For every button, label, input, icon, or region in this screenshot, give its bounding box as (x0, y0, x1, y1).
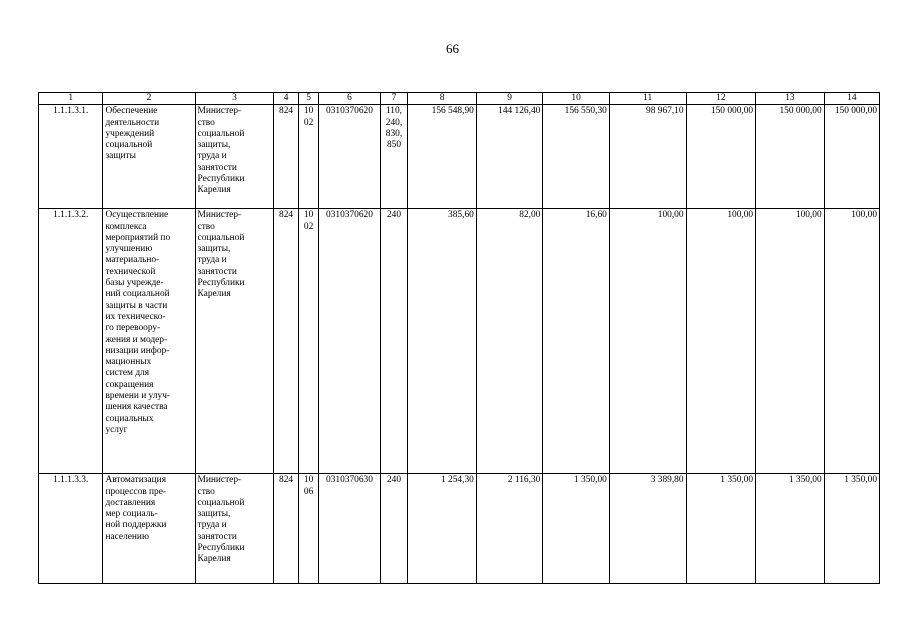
event-name-cell-line: Обеспечение (105, 106, 158, 117)
organization-cell (195, 105, 274, 209)
amount-cell: 150 000,00 (686, 105, 756, 209)
expense-type-cell (380, 474, 408, 584)
organization-cell-line: защиты, (197, 509, 231, 520)
table-row (39, 105, 880, 209)
target-code-cell: 0310370620 (319, 209, 380, 474)
amount-cell: 144 126,40 (476, 105, 543, 209)
row-id-cell: 1.1.1.3.1. (39, 105, 103, 209)
section-code-cell (298, 105, 318, 209)
event-name-cell-line: ной поддержки (105, 520, 167, 531)
event-name-cell-line: учреждений (105, 128, 155, 139)
amount-cell: 385,60 (408, 209, 477, 474)
event-name-cell-line: времени и улуч- (105, 391, 171, 402)
code-cell: 824 (274, 105, 299, 209)
event-name-cell-line: мероприятий по (105, 232, 171, 243)
expense-type-cell-line: 240, (385, 117, 403, 128)
expense-type-cell-line: 110, (385, 106, 402, 117)
event-name-cell-line: технической (105, 266, 156, 277)
column-header: 8 (408, 93, 477, 105)
organization-cell-line: социальной (197, 497, 245, 508)
organization-cell-line: защиты, (197, 244, 231, 255)
column-header: 4 (274, 93, 299, 105)
section-code-cell (298, 209, 318, 474)
event-name-cell (103, 474, 195, 584)
expense-type-cell (380, 209, 408, 474)
event-name-cell-line: деятельности (105, 117, 160, 128)
event-name-cell-line: Осуществление (105, 210, 169, 221)
column-header: 11 (609, 93, 686, 105)
event-name-cell-line: населению (105, 531, 149, 542)
event-name-cell-line: мер социаль- (105, 509, 158, 520)
expense-type-cell-line: 240 (386, 475, 401, 486)
amount-cell: 150 000,00 (824, 105, 879, 209)
amount-cell: 1 350,00 (686, 474, 756, 584)
organization-cell-line: Республики (197, 543, 245, 554)
expense-type-cell-line: 830, (385, 128, 403, 139)
expense-type-cell-line: 240 (386, 210, 401, 221)
organization-cell-line: защиты, (197, 140, 231, 151)
event-name-cell-line: комплекса (105, 221, 147, 232)
budget-table (38, 92, 880, 584)
event-name-cell-line: шения качества (105, 402, 168, 413)
amount-cell: 16,60 (543, 209, 610, 474)
expense-type-cell-line: 850 (386, 140, 401, 151)
amount-cell: 2 116,30 (476, 474, 543, 584)
column-header: 6 (319, 93, 380, 105)
section-code-cell-line: 02 (303, 221, 314, 232)
amount-cell: 82,00 (476, 209, 543, 474)
column-header: 1 (39, 93, 103, 105)
amount-cell: 156 548,90 (408, 105, 477, 209)
table-row (39, 209, 880, 474)
amount-cell: 100,00 (609, 209, 686, 474)
organization-cell-line: социальной (197, 128, 245, 139)
organization-cell-line: ство (197, 117, 215, 128)
organization-cell-line: Республики (197, 174, 245, 185)
event-name-cell-line: го перевоору- (105, 323, 161, 334)
event-name-cell-line: защиты в части (105, 300, 168, 311)
event-name-cell-line: сокращения (105, 379, 154, 390)
organization-cell-line: Министер- (197, 210, 242, 221)
event-name-cell (103, 105, 195, 209)
amount-cell: 156 550,30 (543, 105, 610, 209)
event-name-cell (103, 209, 195, 474)
column-header: 5 (298, 93, 318, 105)
organization-cell-line: социальной (197, 232, 245, 243)
table-row (39, 474, 880, 584)
organization-cell-line: труда и (197, 520, 227, 531)
page-number: 66 (446, 41, 459, 56)
amount-cell: 100,00 (686, 209, 756, 474)
amount-cell: 100,00 (756, 209, 825, 474)
column-header: 3 (195, 93, 274, 105)
organization-cell-line: занятости (197, 266, 237, 277)
code-cell: 824 (274, 474, 299, 584)
event-name-cell-line: услуг (105, 424, 128, 435)
organization-cell (195, 474, 274, 584)
event-name-cell-line: базы учрежде- (105, 278, 164, 289)
amount-cell: 1 350,00 (824, 474, 879, 584)
organization-cell-line: Министер- (197, 106, 242, 117)
event-name-cell-line: их техническо- (105, 311, 166, 322)
column-header: 12 (686, 93, 756, 105)
column-header: 14 (824, 93, 879, 105)
table-header-row (39, 93, 880, 105)
section-code-cell-line: 10 (303, 210, 314, 221)
section-code-cell-line: 02 (303, 117, 314, 128)
column-header: 7 (380, 93, 408, 105)
event-name-cell-line: материально- (105, 255, 160, 266)
amount-cell: 1 254,30 (408, 474, 477, 584)
organization-cell-line: Карелия (197, 554, 231, 565)
event-name-cell-line: мационных (105, 357, 152, 368)
event-name-cell-line: защиты (105, 151, 136, 162)
event-name-cell-line: доставления (105, 497, 156, 508)
amount-cell: 100,00 (824, 209, 879, 474)
row-id-cell: 1.1.1.3.3. (39, 474, 103, 584)
column-header: 13 (756, 93, 825, 105)
column-header: 9 (476, 93, 543, 105)
section-code-cell-line: 10 (303, 475, 314, 486)
organization-cell-line: труда и (197, 151, 227, 162)
organization-cell-line: ство (197, 486, 215, 497)
amount-cell: 1 350,00 (756, 474, 825, 584)
section-code-cell-line: 10 (303, 106, 314, 117)
event-name-cell-line: социальной (105, 140, 153, 151)
event-name-cell-line: жения и модер- (105, 334, 168, 345)
event-name-cell-line: низации инфор- (105, 345, 170, 356)
section-code-cell (298, 474, 318, 584)
organization-cell-line: Министер- (197, 475, 242, 486)
event-name-cell-line: Автоматизация (105, 475, 167, 486)
organization-cell-line: труда и (197, 255, 227, 266)
row-id-cell: 1.1.1.3.2. (39, 209, 103, 474)
column-header: 10 (543, 93, 610, 105)
organization-cell-line: Республики (197, 278, 245, 289)
amount-cell: 1 350,00 (543, 474, 610, 584)
organization-cell (195, 209, 274, 474)
section-code-cell-line: 06 (303, 486, 314, 497)
column-header: 2 (103, 93, 195, 105)
organization-cell-line: Карелия (197, 185, 231, 196)
amount-cell: 3 389,80 (609, 474, 686, 584)
event-name-cell-line: систем для (105, 368, 150, 379)
organization-cell-line: занятости (197, 162, 237, 173)
event-name-cell-line: процессов пре- (105, 486, 167, 497)
target-code-cell: 0310370630 (319, 474, 380, 584)
organization-cell-line: ство (197, 221, 215, 232)
event-name-cell-line: улучшению (105, 244, 153, 255)
organization-cell-line: занятости (197, 531, 237, 542)
code-cell: 824 (274, 209, 299, 474)
amount-cell: 98 967,10 (609, 105, 686, 209)
event-name-cell-line: ний социальной (105, 289, 170, 300)
organization-cell-line: Карелия (197, 289, 231, 300)
expense-type-cell (380, 105, 408, 209)
target-code-cell: 0310370620 (319, 105, 380, 209)
amount-cell: 150 000,00 (756, 105, 825, 209)
event-name-cell-line: социальных (105, 413, 154, 424)
